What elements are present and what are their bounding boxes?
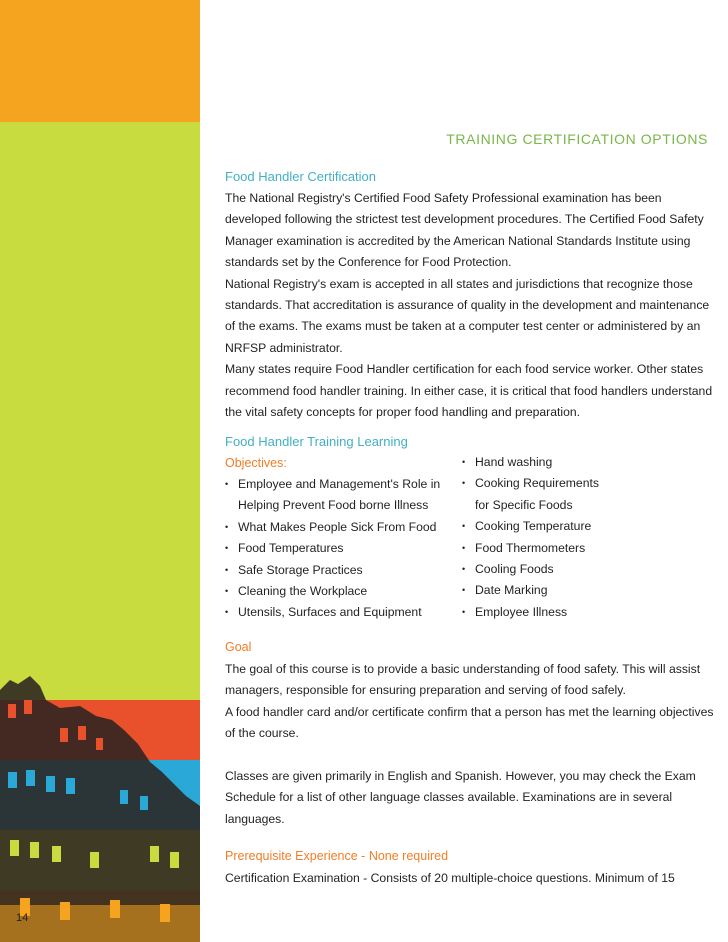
list-item: • Hand washing <box>462 452 612 473</box>
page-number: 14 <box>16 912 29 924</box>
list-item: • Utensils, Surfaces and Equipment <box>225 602 450 623</box>
section-body <box>225 188 715 423</box>
prerequisite-heading: Prerequisite Experience - None required <box>225 849 449 863</box>
list-item: • Employee and Management's Role in Helping Prevent Food borne Illness <box>225 474 450 517</box>
objectives-label: Objectives: <box>225 456 287 470</box>
list-item: • Food Temperatures <box>225 538 450 559</box>
objectives-list-right <box>462 452 612 623</box>
languages-paragraph: Classes are given primarily in English and Spanish. However, you may check the Exam Schedule for a list of other language classes available. Examinations are in several languages. <box>225 769 696 826</box>
section-heading: Food Handler Certification <box>225 169 377 184</box>
list-item: • What Makes People Sick From Food <box>225 517 450 538</box>
list-item: • Cooking Temperature <box>462 516 612 537</box>
list-item: • Cooling Foods <box>462 559 612 580</box>
paragraph: The goal of this course is to provide a basic understanding of food safety. This will assist managers, responsible for ensuring preparation and serving of food safely. <box>225 662 701 698</box>
list-item: • Cleaning the Workplace <box>225 581 450 602</box>
section-heading: Food Handler Training Learning <box>225 434 408 449</box>
goal-heading: Goal <box>225 640 252 654</box>
list-item: • Cooking Requirements for Specific Foods <box>462 473 612 516</box>
city-buildings-illustration <box>0 0 200 942</box>
list-item: • Employee Illness <box>462 602 612 623</box>
list-item: • Food Thermometers <box>462 538 612 559</box>
goal-body <box>225 659 715 745</box>
decorative-sidebar <box>0 0 200 942</box>
list-item: • Date Marking <box>462 580 612 601</box>
page-header: TRAINING CERTIFICATION OPTIONS <box>446 131 708 147</box>
paragraph: A food handler card and/or certificate confirm that a person has met the learning objectives of the course. <box>225 704 714 741</box>
paragraph: Many states require Food Handler certification for each food service worker. Other states recommend food handler training. In either case, it is critical that food handlers understand the vital safety concepts for proper food handling and preparation. <box>225 362 713 420</box>
list-item: • Safe Storage Practices <box>225 560 450 581</box>
paragraph: The National Registry's Certified Food Safety Professional examination has been developed following the strictest test development procedures. The Certified Food Safety Manager examination is accredited by the American National Standards Institute using standards set by the Conference for Food Protection. <box>225 191 704 270</box>
prerequisite-text: Certification Examination - Consists of 20 multiple-choice questions. Minimum of 15 <box>225 871 675 885</box>
paragraph: National Registry's exam is accepted in all states and jurisdictions that recognize those standards. That accreditation is assurance of quality in the development and maintenance of the exams. The exams must be taken at a computer test center or administered by an NRFSP administrator. <box>225 276 710 355</box>
objectives-list-left <box>225 474 450 624</box>
